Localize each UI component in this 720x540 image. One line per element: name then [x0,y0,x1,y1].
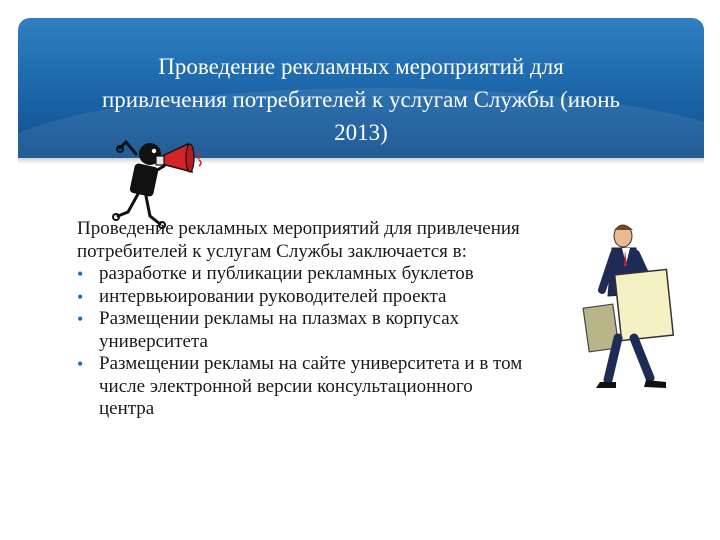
bullet-line: числе электронной версии консультационного [99,375,473,397]
bullet-item [77,353,652,421]
bullet-icon: • [77,286,84,307]
bullet-line: интервьюировании руководителей проекта [99,285,447,307]
bullet-item [77,263,652,286]
title-line: Проведение рекламных мероприятий для [158,54,564,79]
bullet-line: Размещении рекламы на плазмах в корпусах [99,308,460,329]
title-line: 2013) [334,120,388,145]
title-line: привлечения потребителей к услугам Службы (июнь [101,87,621,112]
bullet-icon: • [77,354,84,374]
bullet-line: университета [99,330,208,352]
intro-line: потребителей к услугам Службы заключается в: [77,240,467,262]
bullet-item [77,308,652,353]
intro-line: Проведение рекламных мероприятий для привлечения [77,218,520,239]
bullet-icon: • [77,264,84,284]
bullet-icon: • [77,309,84,329]
bullet-line: центра [99,398,155,419]
bullet-item [77,286,652,309]
megaphone-person-icon [98,132,218,232]
bullet-line: разработке и публикации рекламных буклетов [99,263,474,284]
slide-body [77,218,652,421]
intro-paragraph [77,218,652,263]
bullet-list [77,263,652,421]
bullet-line: Размещении рекламы на сайте университета и в том [99,353,523,374]
